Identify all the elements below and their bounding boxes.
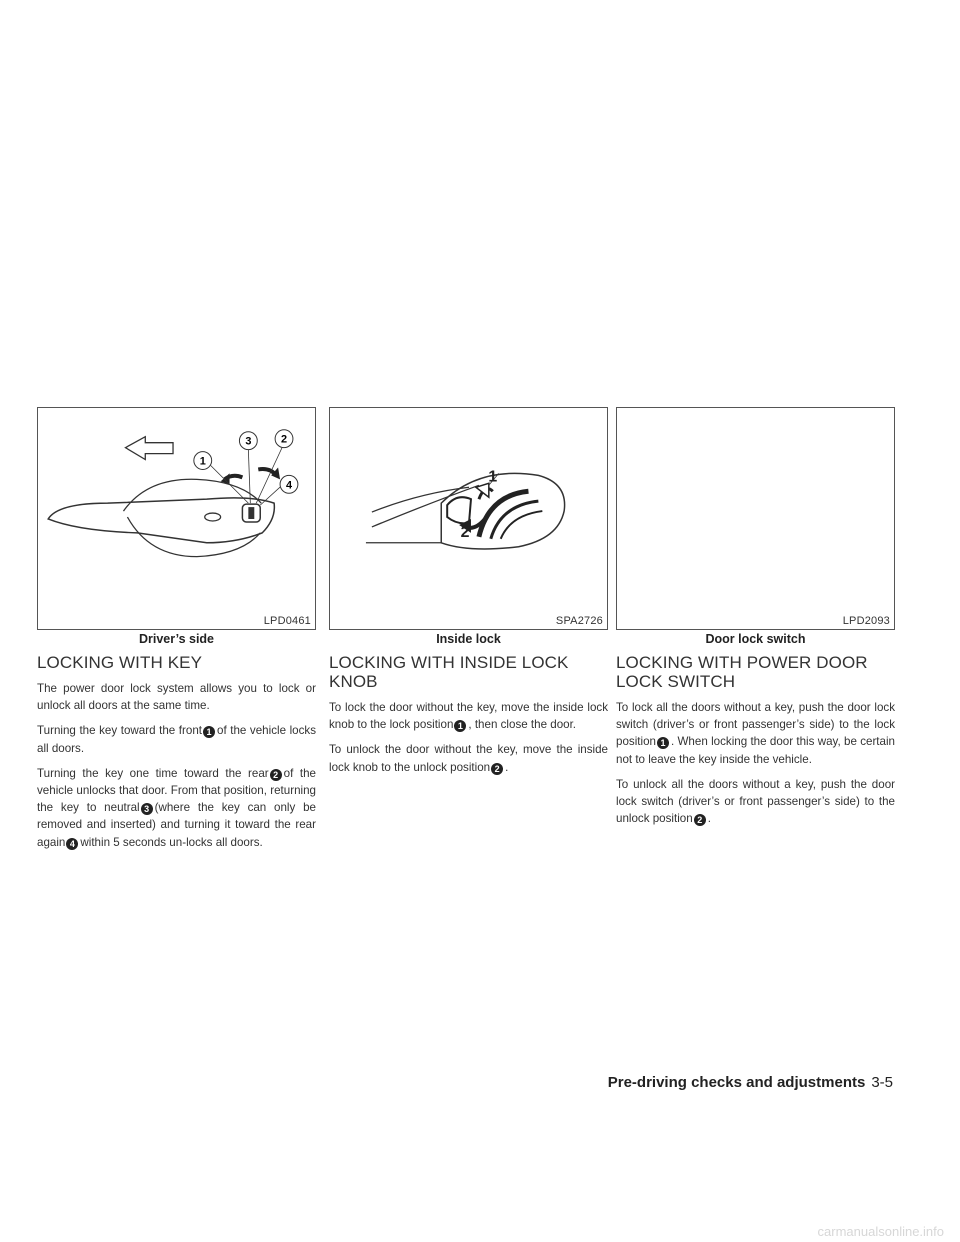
footer-section-title: Pre-driving checks and adjustments — [607, 1074, 866, 1091]
callout-1 — [488, 468, 497, 485]
svg-text:1: 1 — [199, 455, 206, 468]
watermark: carmanualsonline.info — [817, 1224, 944, 1239]
figure-code: LPD0461 — [263, 615, 311, 627]
figure-inside-lock — [329, 407, 608, 630]
svg-text:1: 1 — [488, 468, 498, 486]
svg-text:3: 3 — [245, 435, 252, 448]
door-handle-key-illustration — [38, 408, 315, 629]
section-heading: LOCKING WITH POWER DOOR LOCK SWITCH — [616, 653, 868, 691]
figure-door-lock-switch — [616, 407, 895, 630]
callout-2 — [461, 524, 470, 541]
column-locking-with-power-door-lock-switch — [616, 407, 895, 835]
paragraph: To lock all the doors without a key, push the door lock switch (driver’s or front passenger’s side) to the lock position 1 . When locking the door this way, be certain not to leave the key inside the vehicle. — [616, 701, 895, 766]
column-locking-with-key — [37, 407, 316, 859]
section-heading: LOCKING WITH KEY — [37, 653, 203, 672]
circled-number: 2 — [694, 814, 706, 826]
svg-text:4: 4 — [285, 479, 293, 492]
svg-text:2: 2 — [280, 433, 288, 446]
circled-number: 1 — [657, 737, 669, 749]
figure-code: SPA2726 — [555, 615, 603, 627]
callout-2 — [275, 430, 293, 448]
paragraph: Turning the key toward the front 1 of the vehicle locks all doors. — [37, 724, 316, 755]
circled-number: 4 — [66, 838, 78, 850]
figure-caption: Inside lock — [436, 632, 501, 646]
page-number: 3-5 — [871, 1074, 893, 1091]
page-footer — [608, 1074, 893, 1091]
figure-caption: Door lock switch — [705, 632, 806, 646]
paragraph: Turning the key one time toward the rear 2 of the vehicle unlocks that door. From that position, returning the key to neutral 3 (where the key can only be removed and inserted) and turning it toward the rear again 4 within 5 seconds un-locks all doors. — [37, 766, 316, 849]
svg-text:2: 2 — [460, 523, 470, 541]
callout-4 — [280, 475, 298, 493]
figure-drivers-side — [37, 407, 316, 630]
circled-number: 1 — [203, 726, 215, 738]
figure-code: LPD2093 — [842, 615, 890, 627]
inside-lock-illustration — [330, 408, 607, 629]
figure-caption: Driver’s side — [138, 632, 215, 646]
circled-number: 2 — [491, 763, 503, 775]
callout-3 — [239, 432, 257, 450]
circled-number: 1 — [454, 720, 466, 732]
circled-number: 2 — [270, 769, 282, 781]
paragraph: The power door lock system allows you to lock or unlock all doors at the same time. — [37, 682, 316, 713]
column-locking-with-inside-lock-knob — [329, 407, 608, 784]
paragraph: To unlock all the doors without a key, push the door lock switch (driver’s or front passenger’s side) to the unlock position 2 . — [616, 777, 895, 826]
paragraph: To unlock the door without the key, move the inside lock knob to the unlock position 2 . — [329, 743, 608, 774]
paragraph: To lock the door without the key, move the inside lock knob to the lock position 1 , then close the door. — [329, 701, 608, 732]
circled-number: 3 — [141, 803, 153, 815]
callout-1 — [194, 452, 212, 470]
section-heading: LOCKING WITH INSIDE LOCK KNOB — [329, 653, 569, 691]
